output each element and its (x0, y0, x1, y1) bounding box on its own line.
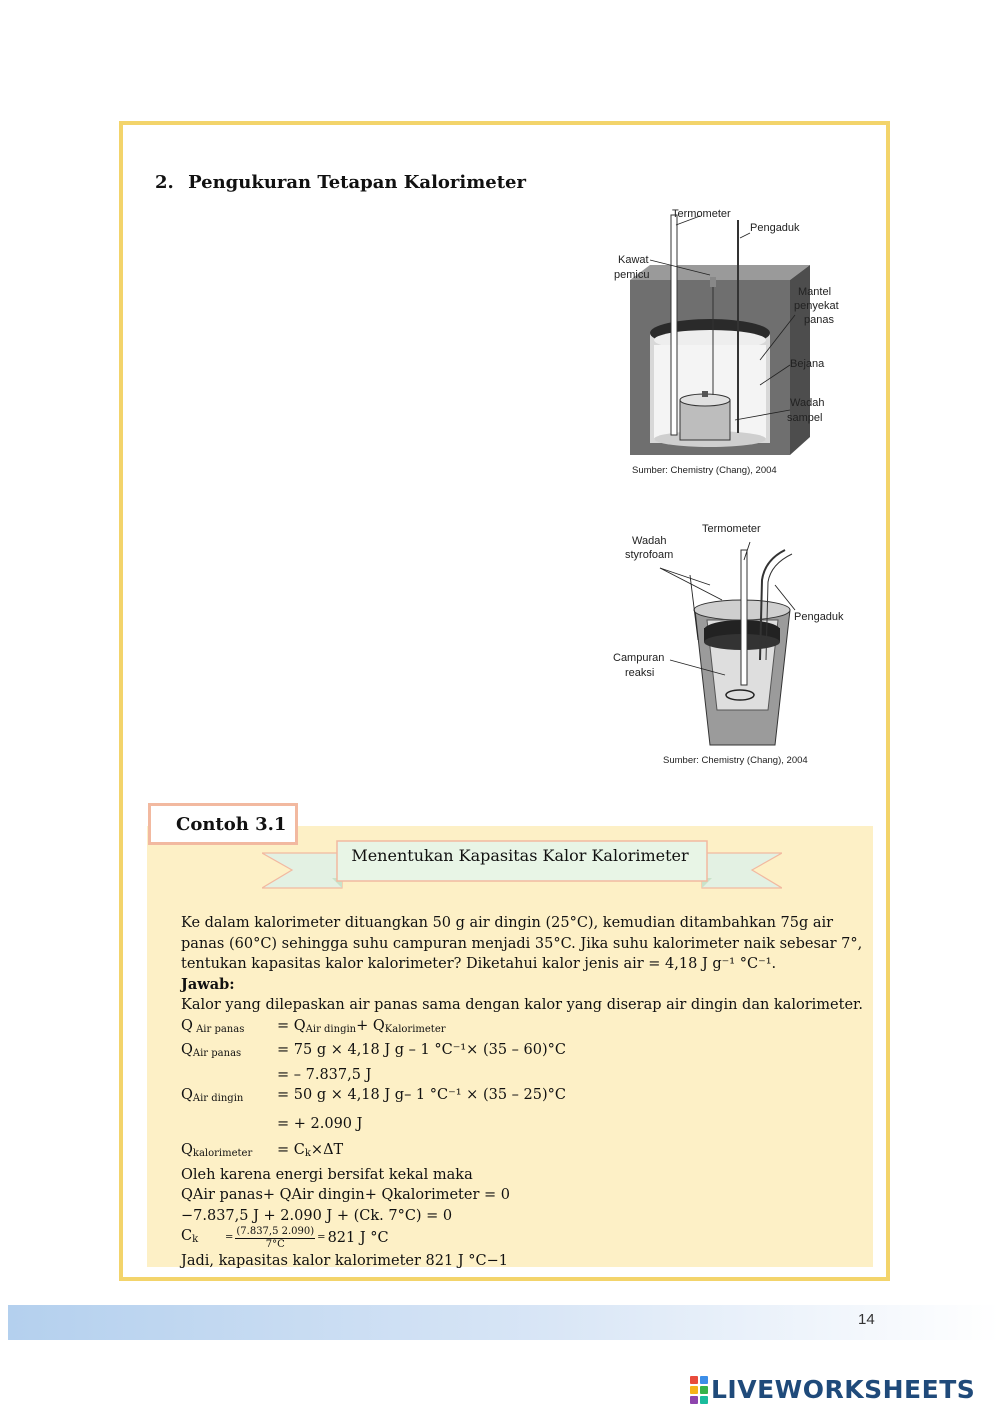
equation-row: $Q_{Air panas}$ = 75 g × 4,18 J g – 1 °C⁻¹× (35 – 60)°C (181, 1042, 566, 1059)
equation-row: = + 2.090 J (277, 1115, 363, 1132)
equation-row: = – 7.837,5 J (277, 1066, 372, 1083)
thermometer-shape-2 (741, 550, 747, 685)
label-sampel: sampel (787, 412, 823, 424)
conclusion-text: Jadi, kapasitas kalor kalorimeter 821 J °C−1 (181, 1253, 508, 1269)
label-bejana: Bejana (790, 358, 825, 370)
bomb-calorimeter-figure (610, 205, 850, 480)
label-penyekat: penyekat (794, 300, 839, 312)
label-wadah-2: Wadah (632, 535, 667, 547)
label-termometer-2: Termometer (702, 523, 761, 535)
label-panas: panas (804, 314, 834, 326)
logo-grid-icon (690, 1376, 708, 1404)
section-number: 2. (155, 172, 174, 193)
substituted-equation: −7.837,5 J + 2.090 J + (Ck. 7°C) = 0 (181, 1207, 453, 1224)
equation-row: Q $_{Air panas}$ = $Q_{Air dingin}+ Q_{Kalorimeter}$ (181, 1017, 446, 1035)
sum-equation: QAir panas+ QAir dingin+ Qkalorimeter = 0 (181, 1187, 510, 1203)
example-content (181, 913, 871, 1272)
page-number: 14 (858, 1311, 875, 1328)
coffee-cup-calorimeter-figure (610, 520, 860, 770)
fraction: $\frac{(7.837,5 2.090)}{7^\circ C}$ (236, 1226, 315, 1250)
label-reaksi: reaksi (625, 667, 655, 679)
label-styrofoam: styrofoam (625, 549, 674, 561)
label-campuran: Campuran (613, 652, 665, 664)
liveworksheets-logo[interactable] (690, 1375, 975, 1404)
label-kawat: Kawat (618, 254, 649, 266)
equation-row: $C_k$ = $\frac{(7.837,5 2.090)}{7^\circ C}$ = 821 J °C (181, 1226, 389, 1250)
section-heading (155, 172, 526, 193)
equation-row: $Q_{Air dingin}$ = 50 g × 4,18 J g– 1 °C⁻¹ × (35 – 25)°C (181, 1087, 566, 1104)
logo-text: LIVEWORKSHEETS (711, 1375, 976, 1404)
explanation-text: Kalor yang dilepaskan air panas sama dengan kalor yang diserap air dingin dan kalorimeter. (181, 997, 863, 1013)
footer-bar (8, 1305, 1000, 1340)
example-tab: Contoh 3.1 (148, 803, 298, 845)
label-mantel: Mantel (798, 286, 832, 298)
equation-row: $Q_{kalorimeter}$ = $C_k\times\Delta T$ (181, 1142, 344, 1159)
label-pengaduk: Pengaduk (750, 222, 800, 234)
conservation-text: Oleh karena energi bersifat kekal maka (181, 1166, 473, 1183)
label-pengaduk-2: Pengaduk (794, 611, 844, 623)
problem-text: Ke dalam kalorimeter dituangkan 50 g air dingin (25°C), kemudian ditambahkan 75g air panas (60°C) sehingga suhu campuran menjadi 35°C. Jika suhu kalorimeter naik sebesar 7°, tentukan kapasitas kalor kalorimeter? Diketahui kalor jenis air = 4,18 J g⁻¹ °C⁻¹. (181, 915, 863, 972)
banner-title: Menentukan Kapasitas Kalor Kalorimeter (351, 846, 689, 865)
figure1-source: Sumber: Chemistry (Chang), 2004 (632, 465, 777, 476)
thermometer-shape (671, 215, 677, 435)
answer-label: Jawab: (181, 975, 235, 993)
label-wadah: Wadah (790, 397, 825, 409)
section-title: Pengukuran Tetapan Kalorimeter (188, 172, 526, 193)
label-pemicu: pemicu (614, 269, 650, 281)
figure2-source: Sumber: Chemistry (Chang), 2004 (663, 755, 808, 766)
label-termometer: Termometer (672, 208, 731, 220)
